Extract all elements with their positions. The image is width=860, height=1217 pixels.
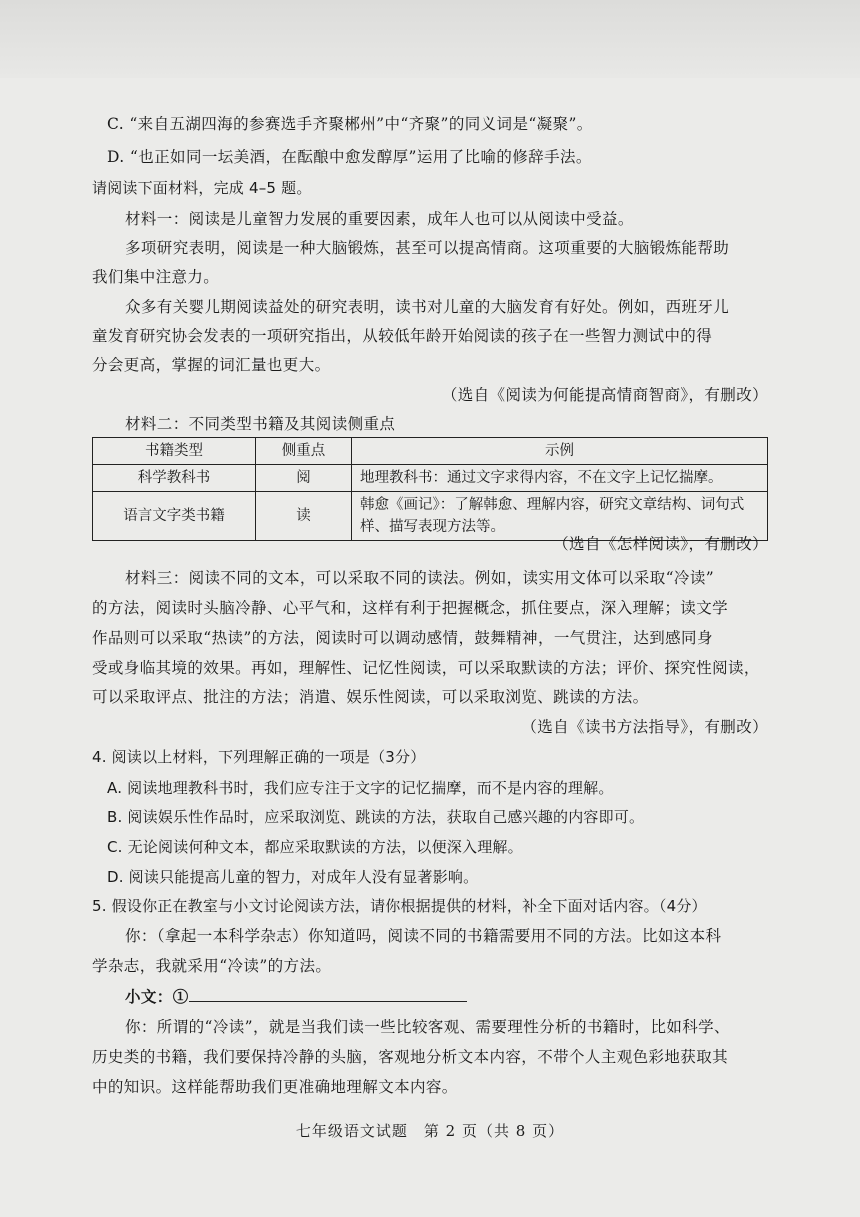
- table-cell: 科学教科书: [93, 465, 256, 492]
- material-1-title: 材料一：阅读是儿童智力发展的重要因素，成年人也可以从阅读中受益。: [125, 210, 634, 228]
- table-cell: 读: [256, 492, 352, 541]
- material-3-line: 可以采取评点、批注的方法；消遣、娱乐性阅读，可以采取浏览、跳读的方法。: [92, 688, 649, 706]
- dialogue-you-2-cont: 中的知识。这样能帮助我们更准确地理解文本内容。: [92, 1078, 458, 1096]
- dialogue-you-1: 你：（拿起一本科学杂志）你知道吗，阅读不同的书籍需要用不同的方法。比如这本科: [125, 927, 722, 945]
- question-4-option-b: B. 阅读娱乐性作品时，应采取浏览、跳读的方法，获取自己感兴趣的内容即可。: [107, 808, 645, 826]
- material-3-line: 作品则可以采取“热读”的方法，阅读时可以调动感情，鼓舞精神，一气贯注，达到感同身: [92, 629, 713, 647]
- question-4-option-d: D. 阅读只能提高儿童的智力，对成年人没有显著影响。: [107, 868, 479, 886]
- table-cell: 语言文字类书籍: [93, 492, 256, 541]
- table-row: [93, 465, 768, 492]
- material-1-line: 分会更高，掌握的词汇量也更大。: [92, 356, 331, 374]
- question-4-option-a: A. 阅读地理教科书时，我们应专注于文字的记忆揣摩，而不是内容的理解。: [107, 779, 614, 797]
- dialogue-you-1-cont: 学杂志，我就采用“冷读”的方法。: [92, 957, 332, 975]
- table-cell: 阅: [256, 465, 352, 492]
- material-2-source: （选自《怎样阅读》，有删改）: [553, 535, 768, 553]
- question-4: 4. 阅读以上材料，下列理解正确的一项是（3分）: [92, 748, 426, 766]
- question-5: 5. 假设你正在教室与小文讨论阅读方法，请你根据提供的材料，补全下面对话内容。（4分）: [92, 897, 707, 915]
- material-1-line: 众多有关婴儿期阅读益处的研究表明，读书对儿童的大脑发育有好处。例如，西班牙儿: [125, 298, 730, 316]
- table-cell: 地理教科书：通过文字求得内容，不在文字上记忆揣摩。: [352, 465, 768, 492]
- page-footer: 七年级语文试题 第 2 页（共 8 页）: [295, 1122, 565, 1140]
- dialogue-you-2-cont: 历史类的书籍，我们要保持冷静的头脑，客观地分析文本内容，不带个人主观色彩地获取其: [92, 1048, 729, 1066]
- material-3-line: 的方法，阅读时头脑冷静、心平气和，这样有利于把握概念，抓住要点，深入理解；读文学: [92, 599, 729, 617]
- table-header: 示例: [352, 438, 768, 465]
- material-2-title: 材料二：不同类型书籍及其阅读侧重点: [125, 415, 396, 433]
- table-header: 书籍类型: [93, 438, 256, 465]
- table-cell: 韩愈《画记》：了解韩愈、理解内容，研究文章结构、词句式样、描写表现方法等。: [352, 492, 768, 541]
- option-c-prev: C. “来自五湖四海的参赛选手齐聚郴州”中“齐聚”的同义词是“凝聚”。: [107, 115, 593, 133]
- material-1-line: 多项研究表明，阅读是一种大脑锻炼，甚至可以提高情商。这项重要的大脑锻炼能帮助: [125, 239, 730, 257]
- question-4-option-c: C. 无论阅读何种文本，都应采取默读的方法，以便深入理解。: [107, 838, 523, 856]
- option-d-prev: D. “也正如同一坛美酒，在酝酿中愈发醇厚”运用了比喻的修辞手法。: [107, 148, 592, 166]
- material-1-line: 童发育研究协会发表的一项研究指出，从较低年龄开始阅读的孩子在一些智力测试中的得: [92, 327, 713, 345]
- material-3-title: 材料三：阅读不同的文本，可以采取不同的读法。例如，读实用文体可以采取“冷读”: [125, 569, 715, 587]
- book-types-table: [92, 437, 768, 541]
- material-3-line: 受或身临其境的效果。再如，理解性、记忆性阅读，可以采取默读的方法；评价、探究性阅读，: [92, 659, 760, 677]
- instruction-4-5: 请阅读下面材料，完成 4–5 题。: [92, 179, 312, 197]
- table-header: 侧重点: [256, 438, 352, 465]
- material-1-line: 我们集中注意力。: [92, 268, 220, 286]
- material-3-source: （选自《读书方法指导》，有删改）: [521, 718, 768, 736]
- answer-blank-1[interactable]: [189, 985, 467, 1002]
- dialogue-xiaowen: [125, 985, 467, 1008]
- table-header-row: [93, 438, 768, 465]
- scan-top-shadow: [0, 0, 860, 78]
- material-1-source: （选自《阅读为何能提高情商智商》，有删改）: [441, 386, 768, 404]
- dialogue-you-2: 你：所谓的“冷读”，就是当我们读一些比较客观、需要理性分析的书籍时，比如科学、: [125, 1018, 730, 1036]
- dialogue-xiaowen-label: 小文：①: [125, 987, 189, 1006]
